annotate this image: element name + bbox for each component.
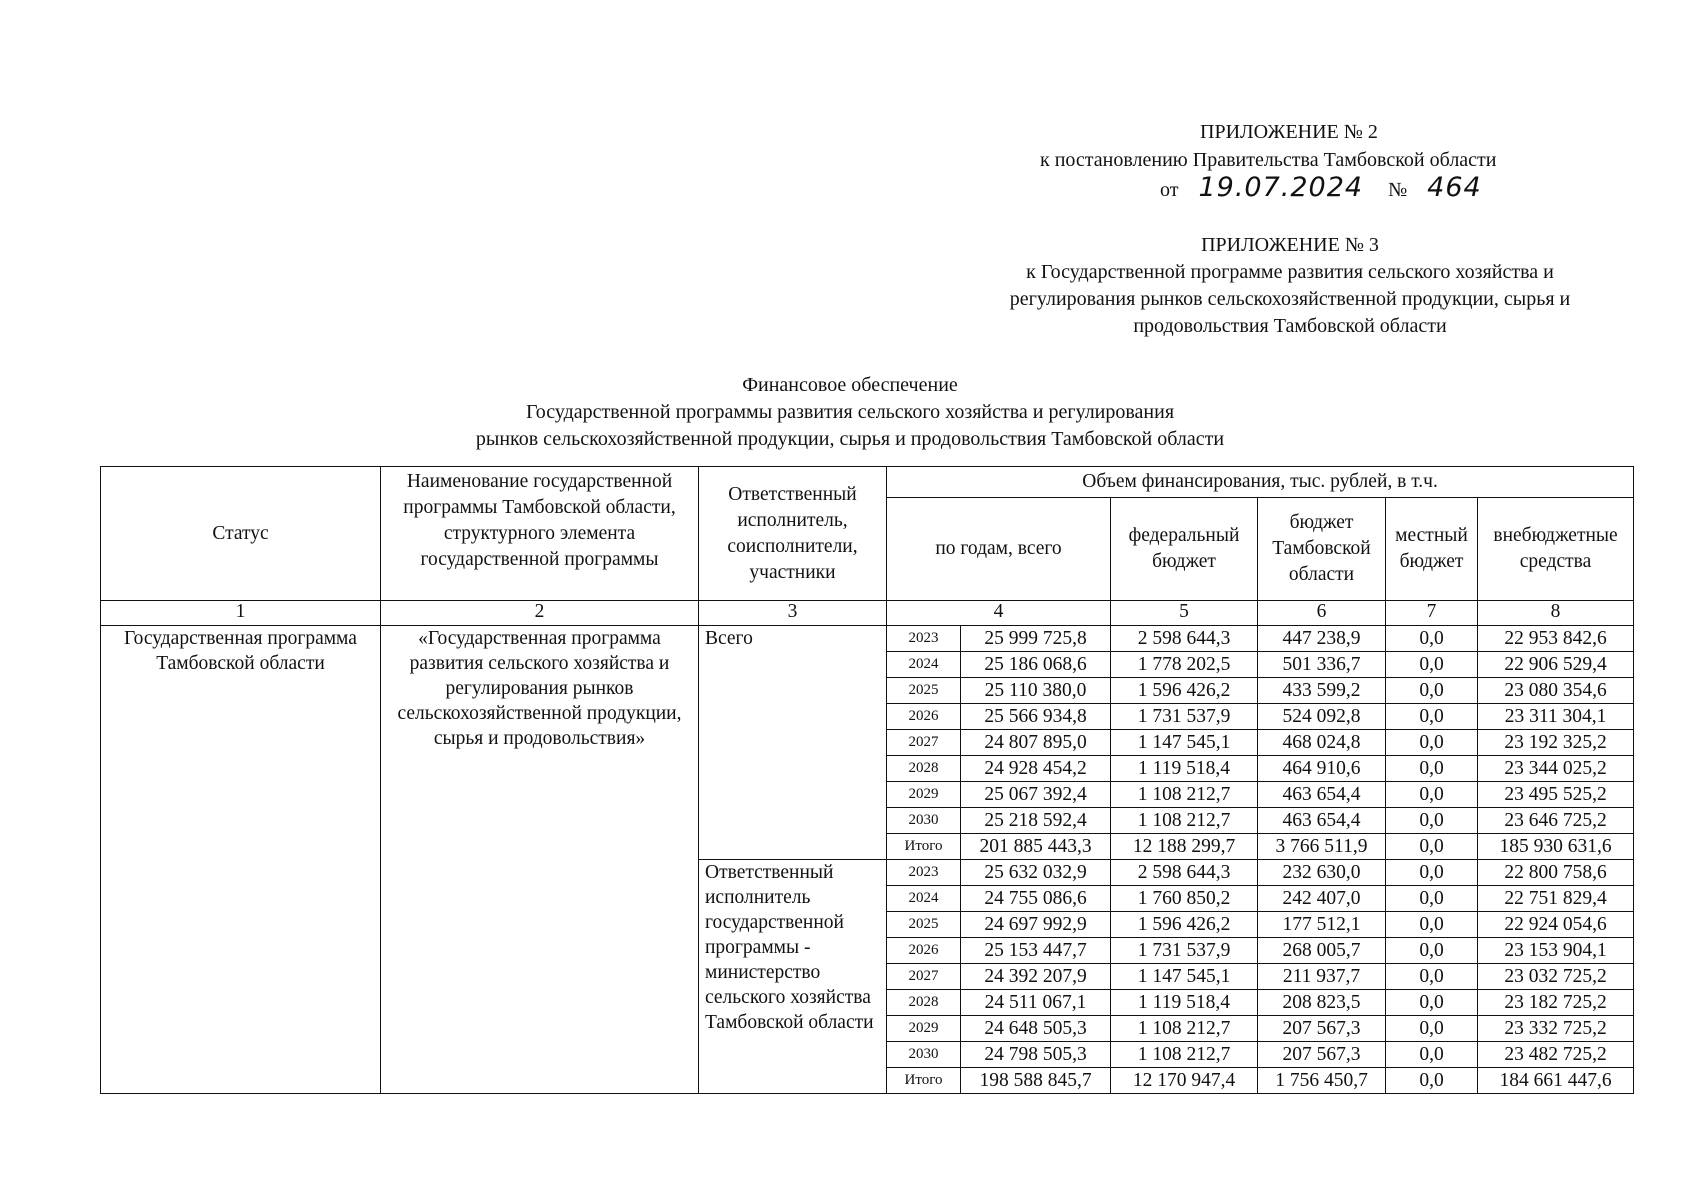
year-cell: Итого xyxy=(887,1068,961,1094)
local-cell: 0,0 xyxy=(1386,756,1478,782)
local-cell: 0,0 xyxy=(1386,782,1478,808)
regional-cell: 1 756 450,7 xyxy=(1258,1068,1386,1094)
year-cell: 2030 xyxy=(887,1042,961,1068)
number-label: № xyxy=(1388,179,1408,201)
total-cell: 25 999 725,8 xyxy=(961,626,1111,652)
year-cell: 2024 xyxy=(887,886,961,912)
total-cell: 24 755 086,6 xyxy=(961,886,1111,912)
regional-cell: 433 599,2 xyxy=(1258,678,1386,704)
year-cell: 2025 xyxy=(887,912,961,938)
regional-cell: 501 336,7 xyxy=(1258,652,1386,678)
document-date: 19.07.2024 xyxy=(1198,172,1364,203)
regional-cell: 524 092,8 xyxy=(1258,704,1386,730)
column-number: 7 xyxy=(1386,601,1478,626)
year-cell: 2023 xyxy=(887,860,961,886)
total-cell: 198 588 845,7 xyxy=(961,1068,1111,1094)
regional-cell: 268 005,7 xyxy=(1258,938,1386,964)
federal-cell: 1 731 537,9 xyxy=(1111,704,1258,730)
header-responsible: Ответственный исполнитель, соисполнители, участники xyxy=(699,467,887,601)
regional-cell: 3 766 511,9 xyxy=(1258,834,1386,860)
header-status: Статус xyxy=(101,467,381,601)
column-number: 8 xyxy=(1478,601,1634,626)
year-cell: 2028 xyxy=(887,756,961,782)
total-cell: 25 067 392,4 xyxy=(961,782,1111,808)
column-number: 5 xyxy=(1111,601,1258,626)
regional-cell: 464 910,6 xyxy=(1258,756,1386,782)
local-cell: 0,0 xyxy=(1386,964,1478,990)
year-cell: 2027 xyxy=(887,730,961,756)
federal-cell: 1 731 537,9 xyxy=(1111,938,1258,964)
total-cell: 25 632 032,9 xyxy=(961,860,1111,886)
extra-cell: 22 953 842,6 xyxy=(1478,626,1634,652)
regional-cell: 211 937,7 xyxy=(1258,964,1386,990)
extra-cell: 23 344 025,2 xyxy=(1478,756,1634,782)
local-cell: 0,0 xyxy=(1386,678,1478,704)
extra-cell: 23 332 725,2 xyxy=(1478,1016,1634,1042)
column-number: 3 xyxy=(699,601,887,626)
total-cell: 201 885 443,3 xyxy=(961,834,1111,860)
local-cell: 0,0 xyxy=(1386,1042,1478,1068)
title-line-1: Финансовое обеспечение xyxy=(742,374,958,396)
federal-cell: 1 119 518,4 xyxy=(1111,990,1258,1016)
total-cell: 24 511 067,1 xyxy=(961,990,1111,1016)
document-title xyxy=(300,372,1400,453)
regional-cell: 463 654,4 xyxy=(1258,782,1386,808)
extra-cell: 23 192 325,2 xyxy=(1478,730,1634,756)
appendix-2-title: ПРИЛОЖЕНИЕ № 2 xyxy=(1200,121,1378,143)
federal-cell: 12 170 947,4 xyxy=(1111,1068,1258,1094)
extra-cell: 23 153 904,1 xyxy=(1478,938,1634,964)
total-cell: 24 648 505,3 xyxy=(961,1016,1111,1042)
extra-cell: 23 080 354,6 xyxy=(1478,678,1634,704)
status-cell: Государственная программа Тамбовской области xyxy=(101,626,381,1094)
regional-cell: 208 823,5 xyxy=(1258,990,1386,1016)
column-number: 6 xyxy=(1258,601,1386,626)
regional-cell: 242 407,0 xyxy=(1258,886,1386,912)
total-cell: 25 566 934,8 xyxy=(961,704,1111,730)
column-number: 1 xyxy=(101,601,381,626)
local-cell: 0,0 xyxy=(1386,886,1478,912)
header-local-budget: местный бюджет xyxy=(1386,498,1478,601)
local-cell: 0,0 xyxy=(1386,652,1478,678)
local-cell: 0,0 xyxy=(1386,1016,1478,1042)
year-cell: 2025 xyxy=(887,678,961,704)
total-cell: 25 218 592,4 xyxy=(961,808,1111,834)
extra-cell: 22 751 829,4 xyxy=(1478,886,1634,912)
total-cell: 25 153 447,7 xyxy=(961,938,1111,964)
column-number-row xyxy=(101,601,1634,626)
federal-cell: 1 108 212,7 xyxy=(1111,782,1258,808)
regional-cell: 468 024,8 xyxy=(1258,730,1386,756)
year-cell: 2026 xyxy=(887,938,961,964)
total-cell: 24 697 992,9 xyxy=(961,912,1111,938)
local-cell: 0,0 xyxy=(1386,860,1478,886)
federal-cell: 1 108 212,7 xyxy=(1111,1016,1258,1042)
appendix-3-line-2: регулирования рынков сельскохозяйственной продукции, сырья и xyxy=(1009,288,1571,310)
financing-table xyxy=(100,466,1634,1094)
extra-cell: 184 661 447,6 xyxy=(1478,1068,1634,1094)
regional-cell: 232 630,0 xyxy=(1258,860,1386,886)
local-cell: 0,0 xyxy=(1386,704,1478,730)
document-date-line xyxy=(1160,174,1482,204)
header-financing-volume: Объем финансирования, тыс. рублей, в т.ч. xyxy=(887,467,1634,498)
regional-cell: 207 567,3 xyxy=(1258,1042,1386,1068)
extra-cell: 22 800 758,6 xyxy=(1478,860,1634,886)
year-cell: 2029 xyxy=(887,1016,961,1042)
table-row xyxy=(101,626,1634,652)
header-program-name: Наименование государственной программы Тамбовской области, структурного элемента государственной программы xyxy=(381,467,699,601)
federal-cell: 1 119 518,4 xyxy=(1111,756,1258,782)
local-cell: 0,0 xyxy=(1386,912,1478,938)
local-cell: 0,0 xyxy=(1386,938,1478,964)
federal-cell: 1 147 545,1 xyxy=(1111,730,1258,756)
federal-cell: 1 108 212,7 xyxy=(1111,808,1258,834)
title-line-3: рынков сельскохозяйственной продукции, сырья и продовольствия Тамбовской области xyxy=(475,428,1225,450)
regional-cell: 177 512,1 xyxy=(1258,912,1386,938)
program-name-cell: «Государственная программа развития сельского хозяйства и регулирования рынков сельскохозяйственной продукции, сырья и продовольствия» xyxy=(381,626,699,1094)
header-total-by-years: по годам, всего xyxy=(887,498,1111,601)
appendix-3-line-3: продовольствия Тамбовской области xyxy=(1133,315,1447,337)
column-number: 4 xyxy=(887,601,1111,626)
header-regional-budget: бюджет Тамбовской области xyxy=(1258,498,1386,601)
header-federal-budget: федеральный бюджет xyxy=(1111,498,1258,601)
regional-cell: 447 238,9 xyxy=(1258,626,1386,652)
federal-cell: 1 596 426,2 xyxy=(1111,912,1258,938)
total-cell: 24 392 207,9 xyxy=(961,964,1111,990)
local-cell: 0,0 xyxy=(1386,1068,1478,1094)
title-line-2: Государственной программы развития сельского хозяйства и регулирования xyxy=(525,401,1175,423)
year-cell: Итого xyxy=(887,834,961,860)
document-number: 464 xyxy=(1427,172,1482,203)
extra-cell: 22 906 529,4 xyxy=(1478,652,1634,678)
federal-cell: 2 598 644,3 xyxy=(1111,626,1258,652)
federal-cell: 1 596 426,2 xyxy=(1111,678,1258,704)
regional-cell: 463 654,4 xyxy=(1258,808,1386,834)
federal-cell: 2 598 644,3 xyxy=(1111,860,1258,886)
year-cell: 2024 xyxy=(887,652,961,678)
regional-cell: 207 567,3 xyxy=(1258,1016,1386,1042)
local-cell: 0,0 xyxy=(1386,834,1478,860)
appendix-3-title: ПРИЛОЖЕНИЕ № 3 xyxy=(1201,234,1379,256)
year-cell: 2027 xyxy=(887,964,961,990)
year-cell: 2028 xyxy=(887,990,961,1016)
total-cell: 24 798 505,3 xyxy=(961,1042,1111,1068)
local-cell: 0,0 xyxy=(1386,626,1478,652)
appendix-3-line-1: к Государственной программе развития сельского хозяйства и xyxy=(1026,261,1554,283)
extra-cell: 23 182 725,2 xyxy=(1478,990,1634,1016)
local-cell: 0,0 xyxy=(1386,990,1478,1016)
responsible-cell: Ответственный исполнитель государственной программы - министерство сельского хозяйства Тамбовской области xyxy=(699,860,887,1094)
total-cell: 24 807 895,0 xyxy=(961,730,1111,756)
header-extra-budget: внебюджетные средства xyxy=(1478,498,1634,601)
local-cell: 0,0 xyxy=(1386,808,1478,834)
federal-cell: 12 188 299,7 xyxy=(1111,834,1258,860)
extra-cell: 22 924 054,6 xyxy=(1478,912,1634,938)
extra-cell: 185 930 631,6 xyxy=(1478,834,1634,860)
extra-cell: 23 482 725,2 xyxy=(1478,1042,1634,1068)
local-cell: 0,0 xyxy=(1386,730,1478,756)
responsible-cell: Всего xyxy=(699,626,887,860)
appendix-3-header xyxy=(960,232,1620,340)
federal-cell: 1 108 212,7 xyxy=(1111,1042,1258,1068)
extra-cell: 23 495 525,2 xyxy=(1478,782,1634,808)
extra-cell: 23 311 304,1 xyxy=(1478,704,1634,730)
federal-cell: 1 147 545,1 xyxy=(1111,964,1258,990)
year-cell: 2029 xyxy=(887,782,961,808)
appendix-2-subtitle: к постановлению Правительства Тамбовской области xyxy=(1040,149,1497,171)
federal-cell: 1 778 202,5 xyxy=(1111,652,1258,678)
year-cell: 2023 xyxy=(887,626,961,652)
federal-cell: 1 760 850,2 xyxy=(1111,886,1258,912)
extra-cell: 23 032 725,2 xyxy=(1478,964,1634,990)
extra-cell: 23 646 725,2 xyxy=(1478,808,1634,834)
year-cell: 2030 xyxy=(887,808,961,834)
column-number: 2 xyxy=(381,601,699,626)
total-cell: 25 110 380,0 xyxy=(961,678,1111,704)
total-cell: 24 928 454,2 xyxy=(961,756,1111,782)
ot-label: от xyxy=(1160,179,1179,201)
total-cell: 25 186 068,6 xyxy=(961,652,1111,678)
year-cell: 2026 xyxy=(887,704,961,730)
